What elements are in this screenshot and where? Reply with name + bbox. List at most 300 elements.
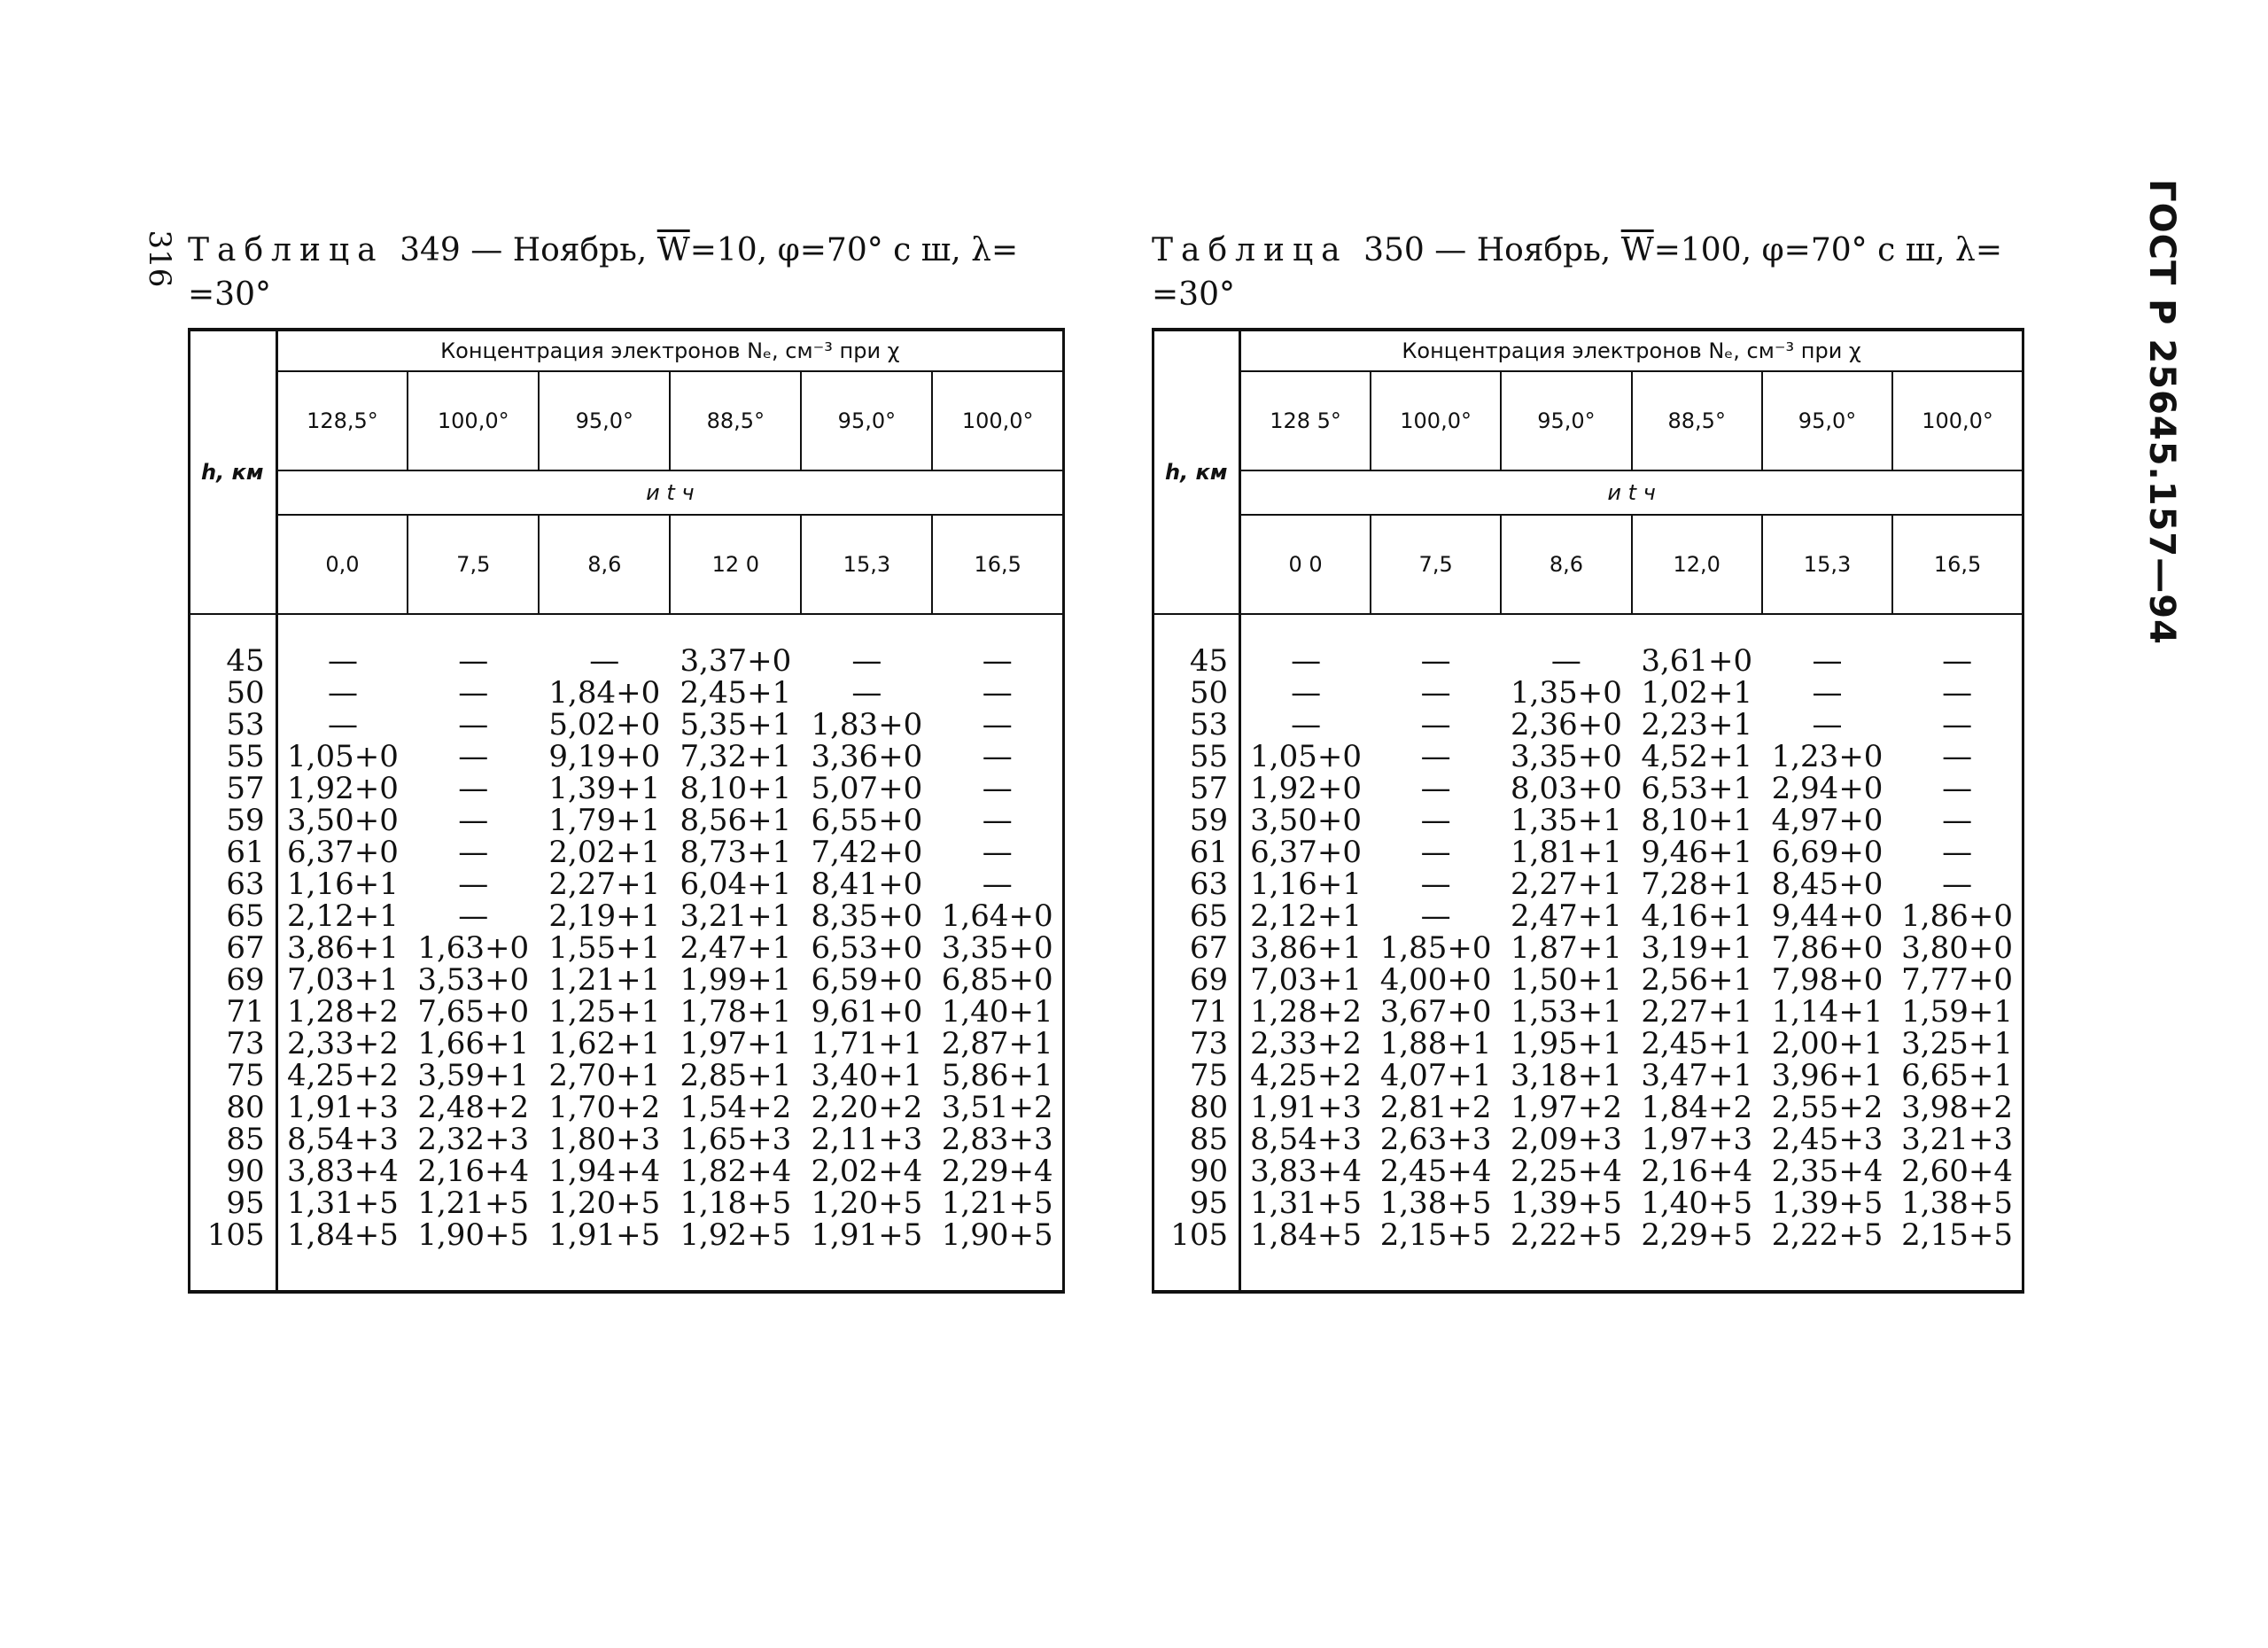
- value-cell: 8,54+3: [1250, 1122, 1362, 1157]
- altitude-cell: 85: [190, 1123, 277, 1155]
- time-header: 8,6: [539, 515, 670, 614]
- value-cell: 1,92+0: [287, 771, 399, 806]
- time-unit-header: и t ч: [1240, 470, 2023, 515]
- value-cell: 1,84+5: [1250, 1217, 1362, 1253]
- value-cell: —: [458, 803, 489, 838]
- altitude-cell: 61: [190, 836, 277, 868]
- table-row: [190, 996, 1064, 1028]
- value-cell: —: [1812, 643, 1843, 679]
- value-cell: 4,16+1: [1641, 898, 1753, 934]
- value-cell: 2,11+3: [811, 1122, 923, 1157]
- value-cell: 1,39+5: [1771, 1185, 1884, 1221]
- value-cell: —: [1291, 643, 1322, 679]
- value-cell: 1,35+1: [1511, 803, 1622, 838]
- value-cell: 2,19+1: [548, 898, 661, 934]
- value-cell: 6,37+0: [1250, 835, 1362, 870]
- value-cell: —: [1942, 675, 1973, 711]
- table-body: [190, 614, 1064, 1292]
- value-cell: 1,05+0: [1250, 739, 1362, 774]
- value-cell: —: [1420, 835, 1451, 870]
- altitude-cell: 67: [1153, 932, 1240, 964]
- value-cell: 6,04+1: [680, 867, 792, 902]
- value-cell: 3,59+1: [417, 1058, 530, 1093]
- table-row: [1153, 964, 2023, 996]
- table-row: [1153, 1187, 2023, 1219]
- value-cell: 3,51+2: [941, 1090, 1053, 1125]
- value-cell: 3,21+3: [1901, 1122, 2013, 1157]
- value-cell: 2,32+3: [417, 1122, 530, 1157]
- value-cell: 3,25+1: [1901, 1026, 2013, 1061]
- time-header: 8,6: [1501, 515, 1631, 614]
- value-cell: 2,29+4: [941, 1154, 1053, 1189]
- value-cell: 1,80+3: [548, 1122, 661, 1157]
- value-cell: 3,40+1: [811, 1058, 923, 1093]
- value-cell: —: [1550, 643, 1581, 679]
- value-cell: —: [458, 835, 489, 870]
- value-cell: 1,97+2: [1511, 1090, 1622, 1125]
- value-cell: —: [982, 643, 1013, 679]
- h-column-header: h, км: [1153, 330, 1240, 614]
- value-cell: 5,35+1: [680, 707, 792, 742]
- table-350-block: [1152, 229, 2024, 1294]
- value-cell: 2,36+0: [1511, 707, 1622, 742]
- value-cell: 1,91+3: [1250, 1090, 1362, 1125]
- value-cell: 1,31+5: [1250, 1185, 1362, 1221]
- value-cell: 1,99+1: [680, 962, 792, 998]
- value-cell: 1,02+1: [1641, 675, 1753, 711]
- value-cell: 2,60+4: [1901, 1154, 2013, 1189]
- value-cell: 9,19+0: [548, 739, 661, 774]
- gost-standard-label: ГОСТ Р 25645.157—94: [2141, 179, 2182, 645]
- value-cell: —: [1942, 739, 1973, 774]
- altitude-cell: 105: [190, 1219, 277, 1292]
- value-cell: 2,87+1: [941, 1026, 1053, 1061]
- value-cell: 3,83+4: [287, 1154, 399, 1189]
- value-cell: 3,61+0: [1641, 643, 1753, 679]
- value-cell: 4,52+1: [1641, 739, 1753, 774]
- value-cell: 1,90+5: [941, 1217, 1053, 1253]
- value-cell: 4,25+2: [1250, 1058, 1362, 1093]
- time-header: 7,5: [1371, 515, 1501, 614]
- chi-header: 100,0°: [932, 371, 1063, 470]
- value-cell: 1,59+1: [1901, 994, 2013, 1030]
- value-cell: 1,94+4: [548, 1154, 661, 1189]
- altitude-cell: 73: [1153, 1028, 1240, 1060]
- value-cell: 7,03+1: [287, 962, 399, 998]
- value-cell: 1,91+5: [548, 1217, 661, 1253]
- chi-header: 95,0°: [1762, 371, 1892, 470]
- time-header: 7,5: [408, 515, 539, 614]
- value-cell: 1,20+5: [548, 1185, 661, 1221]
- h-column-header: h, км: [190, 330, 277, 614]
- value-cell: 1,88+1: [1379, 1026, 1492, 1061]
- value-cell: —: [327, 707, 358, 742]
- value-cell: —: [1420, 898, 1451, 934]
- table-row: [1153, 677, 2023, 709]
- caption-post: =100, φ=70° с ш, λ=: [1653, 232, 2003, 268]
- value-cell: 3,80+0: [1901, 930, 2013, 966]
- table-row: [1153, 900, 2023, 932]
- value-cell: 2,47+1: [1511, 898, 1622, 934]
- time-header: 0 0: [1240, 515, 1371, 614]
- value-cell: 7,42+0: [811, 835, 923, 870]
- caption-pre: — Ноябрь,: [1434, 232, 1621, 268]
- value-cell: —: [1420, 803, 1451, 838]
- altitude-cell: 59: [190, 805, 277, 836]
- table-row: [190, 1187, 1064, 1219]
- value-cell: 1,97+1: [680, 1026, 792, 1061]
- value-cell: 3,36+0: [811, 739, 923, 774]
- chi-header: 100,0°: [1892, 371, 2023, 470]
- value-cell: —: [1942, 771, 1973, 806]
- value-cell: 4,25+2: [287, 1058, 399, 1093]
- value-cell: 6,55+0: [811, 803, 923, 838]
- table-row: [1153, 773, 2023, 805]
- chi-header: 88,5°: [670, 371, 801, 470]
- chi-header: 95,0°: [801, 371, 932, 470]
- value-cell: 4,00+0: [1379, 962, 1492, 998]
- altitude-cell: 71: [190, 996, 277, 1028]
- value-cell: 8,45+0: [1771, 867, 1884, 902]
- value-cell: 4,97+0: [1771, 803, 1884, 838]
- table-row: [190, 900, 1064, 932]
- table-row: [1153, 868, 2023, 900]
- value-cell: —: [982, 707, 1013, 742]
- table-row: [1153, 741, 2023, 773]
- value-cell: 7,86+0: [1771, 930, 1884, 966]
- value-cell: 2,02+1: [548, 835, 661, 870]
- value-cell: —: [1420, 867, 1451, 902]
- value-cell: 2,15+5: [1379, 1217, 1492, 1253]
- value-cell: 1,91+3: [287, 1090, 399, 1125]
- value-cell: 2,33+2: [287, 1026, 399, 1061]
- value-cell: 3,53+0: [417, 962, 530, 998]
- value-cell: —: [851, 643, 882, 679]
- table-row: [190, 1092, 1064, 1123]
- table-row: [190, 773, 1064, 805]
- value-cell: —: [982, 675, 1013, 711]
- value-cell: 2,27+1: [1641, 994, 1753, 1030]
- value-cell: —: [1942, 707, 1973, 742]
- value-cell: 9,44+0: [1771, 898, 1884, 934]
- table-row: [1153, 1060, 2023, 1092]
- value-cell: 3,47+1: [1641, 1058, 1753, 1093]
- value-cell: —: [982, 739, 1013, 774]
- value-cell: 2,85+1: [680, 1058, 792, 1093]
- value-cell: 2,29+5: [1641, 1217, 1753, 1253]
- altitude-cell: 65: [1153, 900, 1240, 932]
- value-cell: —: [982, 771, 1013, 806]
- value-cell: —: [1812, 675, 1843, 711]
- value-cell: —: [1942, 867, 1973, 902]
- value-cell: —: [1942, 803, 1973, 838]
- value-cell: —: [1420, 771, 1451, 806]
- value-cell: 1,18+5: [680, 1185, 792, 1221]
- value-cell: 2,45+1: [1641, 1026, 1753, 1061]
- value-cell: 1,31+5: [287, 1185, 399, 1221]
- table-row: [190, 1123, 1064, 1155]
- value-cell: 1,70+2: [548, 1090, 661, 1125]
- value-cell: 7,98+0: [1771, 962, 1884, 998]
- table-row: [190, 1155, 1064, 1187]
- value-cell: 2,45+4: [1379, 1154, 1492, 1189]
- table-row: [190, 614, 1064, 677]
- value-cell: 1,21+1: [548, 962, 661, 998]
- chi-header: 88,5°: [1632, 371, 1762, 470]
- value-cell: 9,46+1: [1641, 835, 1753, 870]
- altitude-cell: 85: [1153, 1123, 1240, 1155]
- time-header: 12 0: [670, 515, 801, 614]
- value-cell: 1,20+5: [811, 1185, 923, 1221]
- value-cell: 2,22+5: [1771, 1217, 1884, 1253]
- value-cell: 1,23+0: [1771, 739, 1884, 774]
- value-cell: 2,94+0: [1771, 771, 1884, 806]
- value-cell: —: [1812, 707, 1843, 742]
- table-row: [1153, 1123, 2023, 1155]
- table-row: [1153, 1219, 2023, 1292]
- value-cell: 6,85+0: [941, 962, 1053, 998]
- value-cell: 4,07+1: [1379, 1058, 1492, 1093]
- table-body: [1153, 614, 2023, 1292]
- concentration-header: Концентрация электронов Nₑ, см⁻³ при χ: [1240, 330, 2023, 371]
- value-cell: 1,40+5: [1641, 1185, 1753, 1221]
- value-cell: 1,63+0: [417, 930, 530, 966]
- value-cell: 2,23+1: [1641, 707, 1753, 742]
- chi-header: 100,0°: [408, 371, 539, 470]
- value-cell: —: [458, 643, 489, 679]
- altitude-cell: 45: [1153, 614, 1240, 677]
- value-cell: —: [458, 675, 489, 711]
- value-cell: 1,38+5: [1901, 1185, 2013, 1221]
- value-cell: 1,90+5: [417, 1217, 530, 1253]
- caption-pre: — Ноябрь,: [470, 232, 657, 268]
- value-cell: 1,83+0: [811, 707, 923, 742]
- altitude-cell: 75: [190, 1060, 277, 1092]
- time-unit-header: и t ч: [276, 470, 1063, 515]
- value-cell: 2,47+1: [680, 930, 792, 966]
- time-header: 16,5: [1892, 515, 2023, 614]
- value-cell: 1,84+5: [287, 1217, 399, 1253]
- value-cell: —: [1942, 643, 1973, 679]
- concentration-header: Концентрация электронов Nₑ, см⁻³ при χ: [276, 330, 1063, 371]
- value-cell: 1,79+1: [548, 803, 661, 838]
- value-cell: —: [982, 835, 1013, 870]
- value-cell: 9,61+0: [811, 994, 923, 1030]
- value-cell: 1,16+1: [287, 867, 399, 902]
- value-cell: 6,65+1: [1901, 1058, 2013, 1093]
- value-cell: 5,02+0: [548, 707, 661, 742]
- caption-w: $\overline{W}$: [656, 232, 690, 268]
- value-cell: 3,50+0: [287, 803, 399, 838]
- value-cell: —: [458, 707, 489, 742]
- value-cell: 7,65+0: [417, 994, 530, 1030]
- value-cell: 3,35+0: [941, 930, 1053, 966]
- chi-header: 100,0°: [1371, 371, 1501, 470]
- value-cell: 1,54+2: [680, 1090, 792, 1125]
- value-cell: —: [1420, 675, 1451, 711]
- value-cell: 1,55+1: [548, 930, 661, 966]
- table-row: [1153, 836, 2023, 868]
- chi-header: 128 5°: [1240, 371, 1371, 470]
- caption-w: $\overline{W}$: [1620, 232, 1654, 268]
- value-cell: 1,25+1: [548, 994, 661, 1030]
- table-row: [190, 932, 1064, 964]
- altitude-cell: 53: [1153, 709, 1240, 741]
- table-row: [1153, 1028, 2023, 1060]
- caption-number: 350: [1363, 232, 1425, 268]
- value-cell: 2,22+5: [1511, 1217, 1622, 1253]
- value-cell: 1,87+1: [1511, 930, 1622, 966]
- value-cell: 2,25+4: [1511, 1154, 1622, 1189]
- time-header: 12,0: [1632, 515, 1762, 614]
- altitude-cell: 61: [1153, 836, 1240, 868]
- table-row: [1153, 996, 2023, 1028]
- value-cell: 3,19+1: [1641, 930, 1753, 966]
- value-cell: 5,07+0: [811, 771, 923, 806]
- value-cell: 1,28+2: [287, 994, 399, 1030]
- altitude-cell: 63: [1153, 868, 1240, 900]
- value-cell: 8,03+0: [1511, 771, 1622, 806]
- value-cell: 2,27+1: [548, 867, 661, 902]
- table-row: [1153, 709, 2023, 741]
- value-cell: 2,12+1: [1250, 898, 1362, 934]
- value-cell: —: [327, 675, 358, 711]
- value-cell: 1,78+1: [680, 994, 792, 1030]
- table-row: [190, 1060, 1064, 1092]
- table-caption: [188, 229, 1065, 273]
- table-row: [190, 1028, 1064, 1060]
- value-cell: 3,21+1: [680, 898, 792, 934]
- value-cell: 3,86+1: [1250, 930, 1362, 966]
- table-row: [190, 677, 1064, 709]
- value-cell: 2,02+4: [811, 1154, 923, 1189]
- altitude-cell: 95: [1153, 1187, 1240, 1219]
- value-cell: 1,71+1: [811, 1026, 923, 1061]
- data-table: [1152, 328, 2024, 1294]
- value-cell: 1,21+5: [941, 1185, 1053, 1221]
- value-cell: 2,20+2: [811, 1090, 923, 1125]
- value-cell: —: [1420, 643, 1451, 679]
- table-row: [190, 836, 1064, 868]
- value-cell: 1,35+0: [1511, 675, 1622, 711]
- time-header-row: [190, 515, 1064, 614]
- value-cell: 5,86+1: [941, 1058, 1053, 1093]
- value-cell: 8,56+1: [680, 803, 792, 838]
- value-cell: 1,50+1: [1511, 962, 1622, 998]
- table-row: [1153, 805, 2023, 836]
- value-cell: 1,81+1: [1511, 835, 1622, 870]
- value-cell: 3,67+0: [1379, 994, 1492, 1030]
- value-cell: 1,39+1: [548, 771, 661, 806]
- table-349-block: [188, 229, 1065, 1294]
- altitude-cell: 69: [1153, 964, 1240, 996]
- value-cell: —: [458, 867, 489, 902]
- value-cell: 6,53+1: [1641, 771, 1753, 806]
- value-cell: —: [982, 867, 1013, 902]
- table-row: [190, 868, 1064, 900]
- value-cell: 2,55+2: [1771, 1090, 1884, 1125]
- table-row: [1153, 932, 2023, 964]
- chi-header: 95,0°: [539, 371, 670, 470]
- value-cell: 6,53+0: [811, 930, 923, 966]
- altitude-cell: 57: [190, 773, 277, 805]
- value-cell: 1,39+5: [1511, 1185, 1622, 1221]
- value-cell: 7,32+1: [680, 739, 792, 774]
- value-cell: 1,38+5: [1379, 1185, 1492, 1221]
- value-cell: 2,27+1: [1511, 867, 1622, 902]
- value-cell: 8,35+0: [811, 898, 923, 934]
- time-header: 0,0: [276, 515, 408, 614]
- value-cell: —: [1420, 739, 1451, 774]
- altitude-cell: 71: [1153, 996, 1240, 1028]
- value-cell: 8,41+0: [811, 867, 923, 902]
- value-cell: 7,03+1: [1250, 962, 1362, 998]
- value-cell: 2,63+3: [1379, 1122, 1492, 1157]
- caption-post: =10, φ=70° с ш, λ=: [689, 232, 1019, 268]
- altitude-cell: 69: [190, 964, 277, 996]
- altitude-cell: 90: [1153, 1155, 1240, 1187]
- value-cell: 3,83+4: [1250, 1154, 1362, 1189]
- value-cell: 2,35+4: [1771, 1154, 1884, 1189]
- value-cell: 3,37+0: [680, 643, 792, 679]
- data-table: [188, 328, 1065, 1294]
- table-row: [190, 709, 1064, 741]
- time-header-row: [1153, 515, 2023, 614]
- value-cell: 6,37+0: [287, 835, 399, 870]
- value-cell: —: [1291, 707, 1322, 742]
- altitude-cell: 53: [190, 709, 277, 741]
- altitude-cell: 45: [190, 614, 277, 677]
- value-cell: 1,97+3: [1641, 1122, 1753, 1157]
- value-cell: 2,81+2: [1379, 1090, 1492, 1125]
- value-cell: 2,16+4: [417, 1154, 530, 1189]
- value-cell: 2,00+1: [1771, 1026, 1884, 1061]
- caption-continuation: =30°: [188, 276, 271, 313]
- value-cell: 1,53+1: [1511, 994, 1622, 1030]
- caption-label: Таблица: [188, 232, 384, 268]
- table-row: [1153, 1092, 2023, 1123]
- chi-header-row: [190, 371, 1064, 470]
- altitude-cell: 80: [190, 1092, 277, 1123]
- chi-header-row: [1153, 371, 2023, 470]
- time-header: 15,3: [1762, 515, 1892, 614]
- value-cell: 8,10+1: [1641, 803, 1753, 838]
- value-cell: 1,16+1: [1250, 867, 1362, 902]
- value-cell: —: [327, 643, 358, 679]
- value-cell: —: [851, 675, 882, 711]
- value-cell: 2,45+1: [680, 675, 792, 711]
- value-cell: 1,21+5: [417, 1185, 530, 1221]
- value-cell: 1,82+4: [680, 1154, 792, 1189]
- caption-number: 349: [400, 232, 461, 268]
- value-cell: 2,15+5: [1901, 1217, 2013, 1253]
- value-cell: 1,28+2: [1250, 994, 1362, 1030]
- altitude-cell: 57: [1153, 773, 1240, 805]
- altitude-cell: 75: [1153, 1060, 1240, 1092]
- value-cell: 6,69+0: [1771, 835, 1884, 870]
- value-cell: 1,84+2: [1641, 1090, 1753, 1125]
- table-row: [190, 741, 1064, 773]
- caption-label: Таблица: [1152, 232, 1348, 268]
- value-cell: 2,09+3: [1511, 1122, 1622, 1157]
- value-cell: 2,56+1: [1641, 962, 1753, 998]
- value-cell: 1,66+1: [417, 1026, 530, 1061]
- chi-header: 95,0°: [1501, 371, 1631, 470]
- value-cell: 1,85+0: [1379, 930, 1492, 966]
- table-row: [190, 1219, 1064, 1292]
- value-cell: 1,64+0: [941, 898, 1053, 934]
- table-caption: [1152, 229, 2024, 273]
